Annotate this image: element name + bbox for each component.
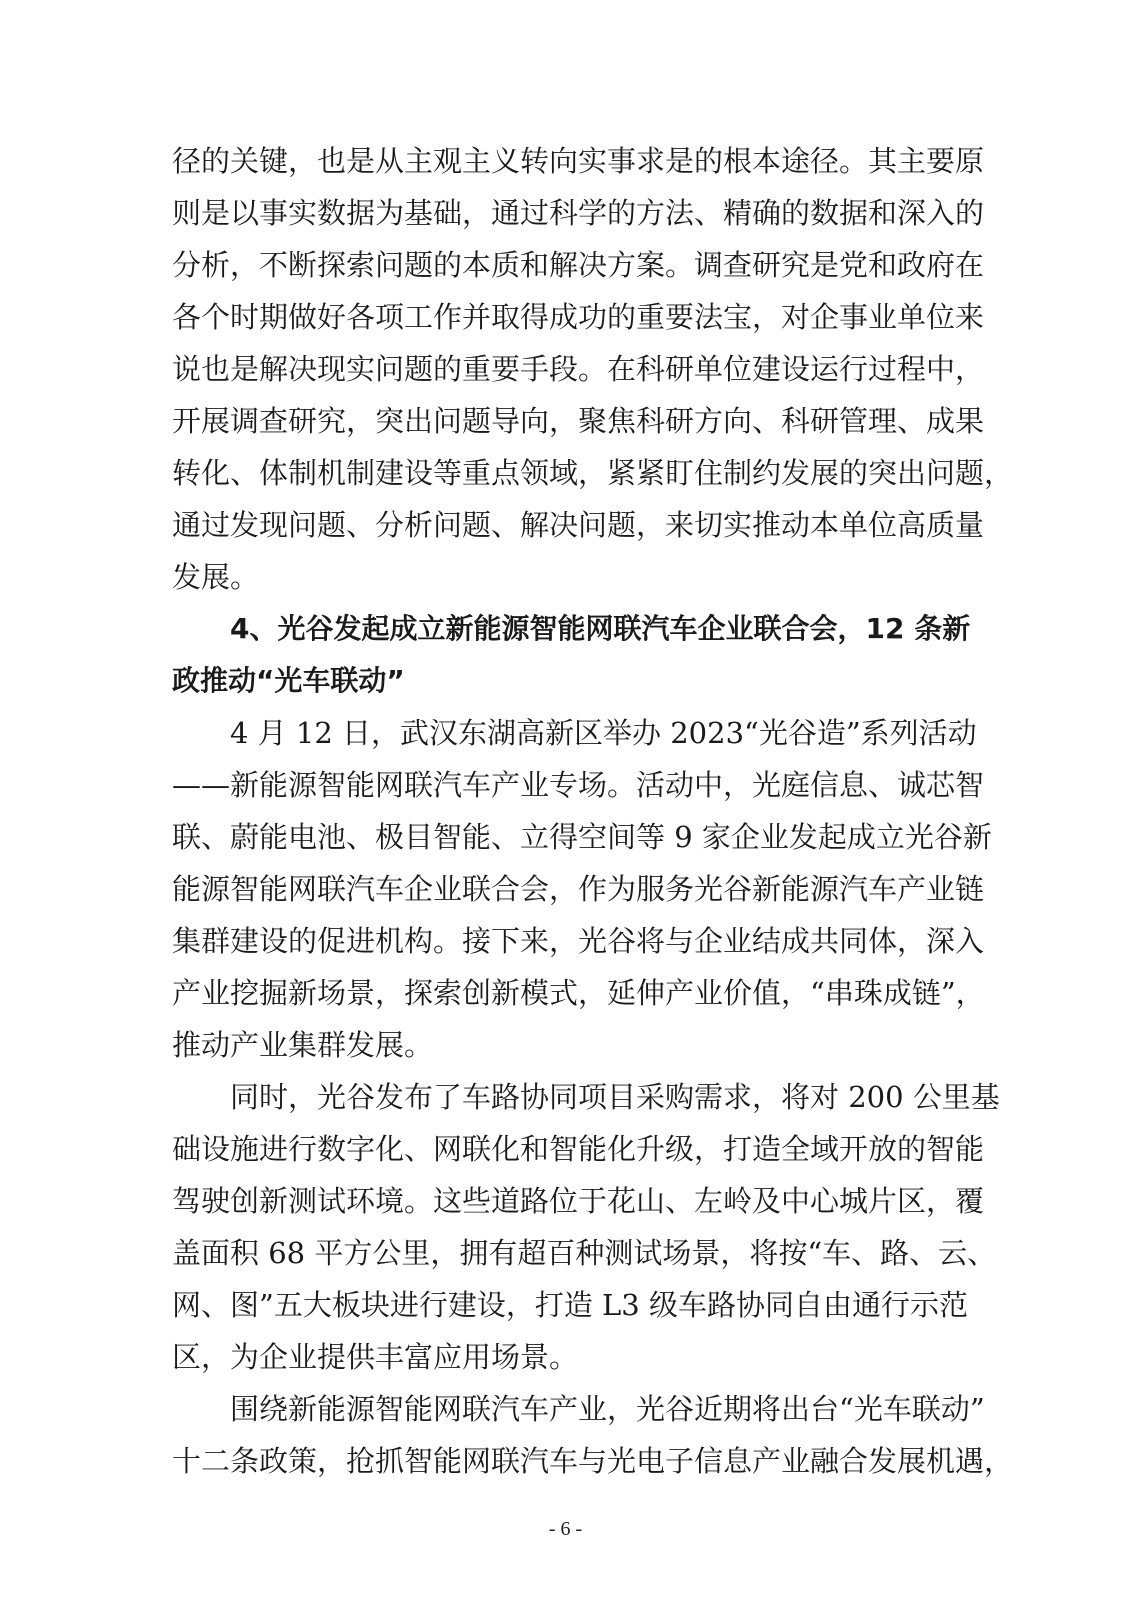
paragraph-line: 转化、体制机制建设等重点领域，紧紧盯住制约发展的突出问题， [172, 456, 1014, 490]
paragraph-line: 围绕新能源智能网联汽车产业，光谷近期将出台“光车联动” [230, 1392, 985, 1426]
paragraph-line: 说也是解决现实问题的重要手段。在科研单位建设运行过程中， [172, 352, 985, 386]
paragraph-line: 分析，不断探索问题的本质和解决方案。调查研究是党和政府在 [172, 248, 985, 282]
paragraph-line: 4 月 12 日，武汉东湖高新区举办 2023“光谷造”系列活动 [230, 716, 977, 750]
paragraph-line: 同时，光谷发布了车路协同项目采购需求，将对 200 公里基 [230, 1080, 1000, 1114]
paragraph-line: 推动产业集群发展。 [172, 1028, 434, 1062]
paragraph-line: 联、蔚能电池、极目智能、立得空间等 9 家企业发起成立光谷新 [172, 820, 992, 854]
page-number: - 6 - [548, 1518, 583, 1540]
paragraph-line: ——新能源智能网联汽车产业专场。活动中，光庭信息、诚芯智 [172, 768, 985, 802]
paragraph-line: 径的关键，也是从主观主义转向实事求是的根本途径。其主要原 [172, 144, 985, 178]
paragraph-line: 区，为企业提供丰富应用场景。 [172, 1340, 579, 1374]
paragraph-line: 盖面积 68 平方公里，拥有超百种测试场景，将按“车、路、云、 [172, 1236, 997, 1270]
paragraph-line: 网、图”五大板块进行建设，打造 L3 级车路协同自由通行示范 [172, 1288, 968, 1322]
paragraph-line: 各个时期做好各项工作并取得成功的重要法宝，对企事业单位来 [172, 300, 985, 334]
paragraph-line: 通过发现问题、分析问题、解决问题，来切实推动本单位高质量 [172, 508, 985, 542]
paragraph-line: 驾驶创新测试环境。这些道路位于花山、左岭及中心城片区，覆 [172, 1184, 985, 1218]
paragraph-line: 则是以事实数据为基础，通过科学的方法、精确的数据和深入的 [172, 196, 985, 230]
paragraph-line: 十二条政策，抢抓智能网联汽车与光电子信息产业融合发展机遇， [172, 1444, 1014, 1478]
paragraph-line: 能源智能网联汽车企业联合会，作为服务光谷新能源汽车产业链 [172, 872, 985, 906]
paragraph-line: 础设施进行数字化、网联化和智能化升级，打造全域开放的智能 [172, 1132, 985, 1166]
paragraph-line: 开展调查研究，突出问题导向，聚焦科研方向、科研管理、成果 [172, 404, 985, 438]
heading-line: 4、光谷发起成立新能源智能网联汽车企业联合会，12 条新 [230, 612, 971, 645]
paragraph-line: 产业挖掘新场景，探索创新模式，延伸产业价值，“串珠成链”， [172, 976, 985, 1010]
paragraph-line: 集群建设的促进机构。接下来，光谷将与企业结成共同体，深入 [172, 924, 985, 958]
paragraph-line: 发展。 [172, 560, 260, 594]
heading-line: 政推动“光车联动” [172, 664, 405, 697]
